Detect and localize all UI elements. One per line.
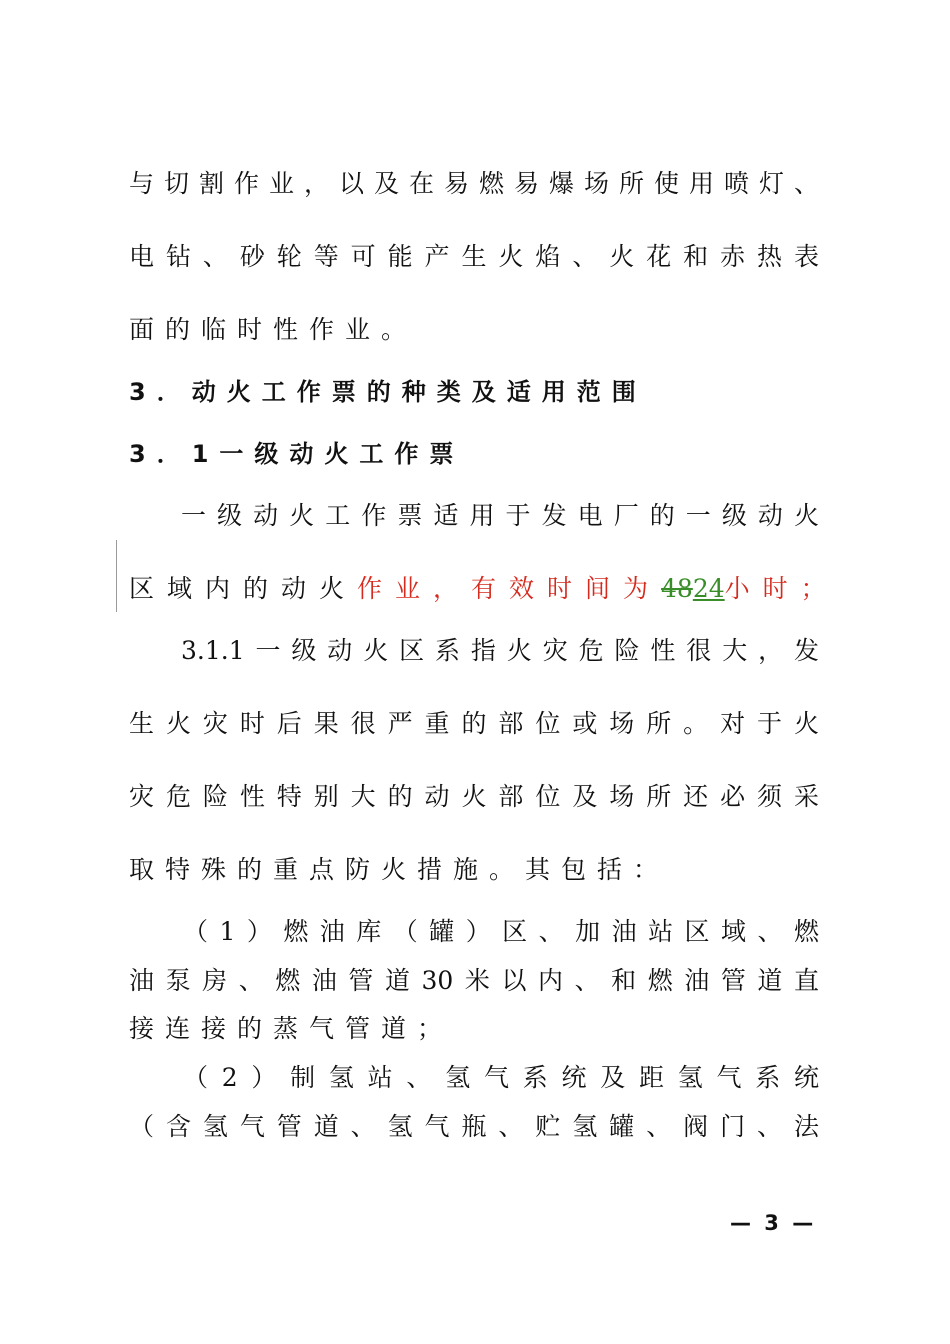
revision-change-bar: [116, 540, 117, 612]
inserted-number: 24: [692, 574, 725, 603]
line-suffix-red: 小时；: [724, 574, 839, 603]
paragraph-line: 灾危险性特别大的动火部位及场所还必须采: [129, 782, 819, 811]
deleted-number: 48: [661, 574, 693, 603]
paragraph-line: 与切割作业，以及在易燃易爆场所使用喷灯、: [129, 169, 819, 198]
page-number: — 3 —: [730, 1211, 817, 1235]
tracked-change-line: [129, 573, 839, 605]
section-heading: 3．动火工作票的种类及适用范围: [129, 378, 647, 406]
inserted-text-red: 作业，有效时间为: [357, 574, 662, 603]
list-item-line: （2）制氢站、氢气系统及距氢气系统: [183, 1063, 819, 1092]
list-item-line: 接连接的蒸气管道；: [129, 1014, 454, 1043]
subsection-heading: 3．1一级动火工作票: [129, 440, 465, 468]
list-item-line: （1）燃油库（罐）区、加油站区域、燃: [183, 917, 819, 946]
paragraph-line: 面的临时性作业。: [129, 315, 418, 344]
list-item-line: 油泵房、燃油管道30米以内、和燃油管道直: [129, 966, 819, 995]
line-prefix: 区域内的动火: [129, 574, 358, 603]
paragraph-line: 3.1.1一级动火区系指火灾危险性很大，发: [181, 636, 819, 665]
paragraph-line: 一级动火工作票适用于发电厂的一级动火: [181, 501, 819, 530]
paragraph-line: 生火灾时后果很严重的部位或场所。对于火: [129, 709, 819, 738]
list-item-line: （含氢气管道、氢气瓶、贮氢罐、阀门、法: [129, 1112, 819, 1141]
paragraph-line: 电钻、砂轮等可能产生火焰、火花和赤热表: [129, 242, 819, 271]
paragraph-line: 取特殊的重点防火措施。其包括：: [129, 855, 670, 884]
